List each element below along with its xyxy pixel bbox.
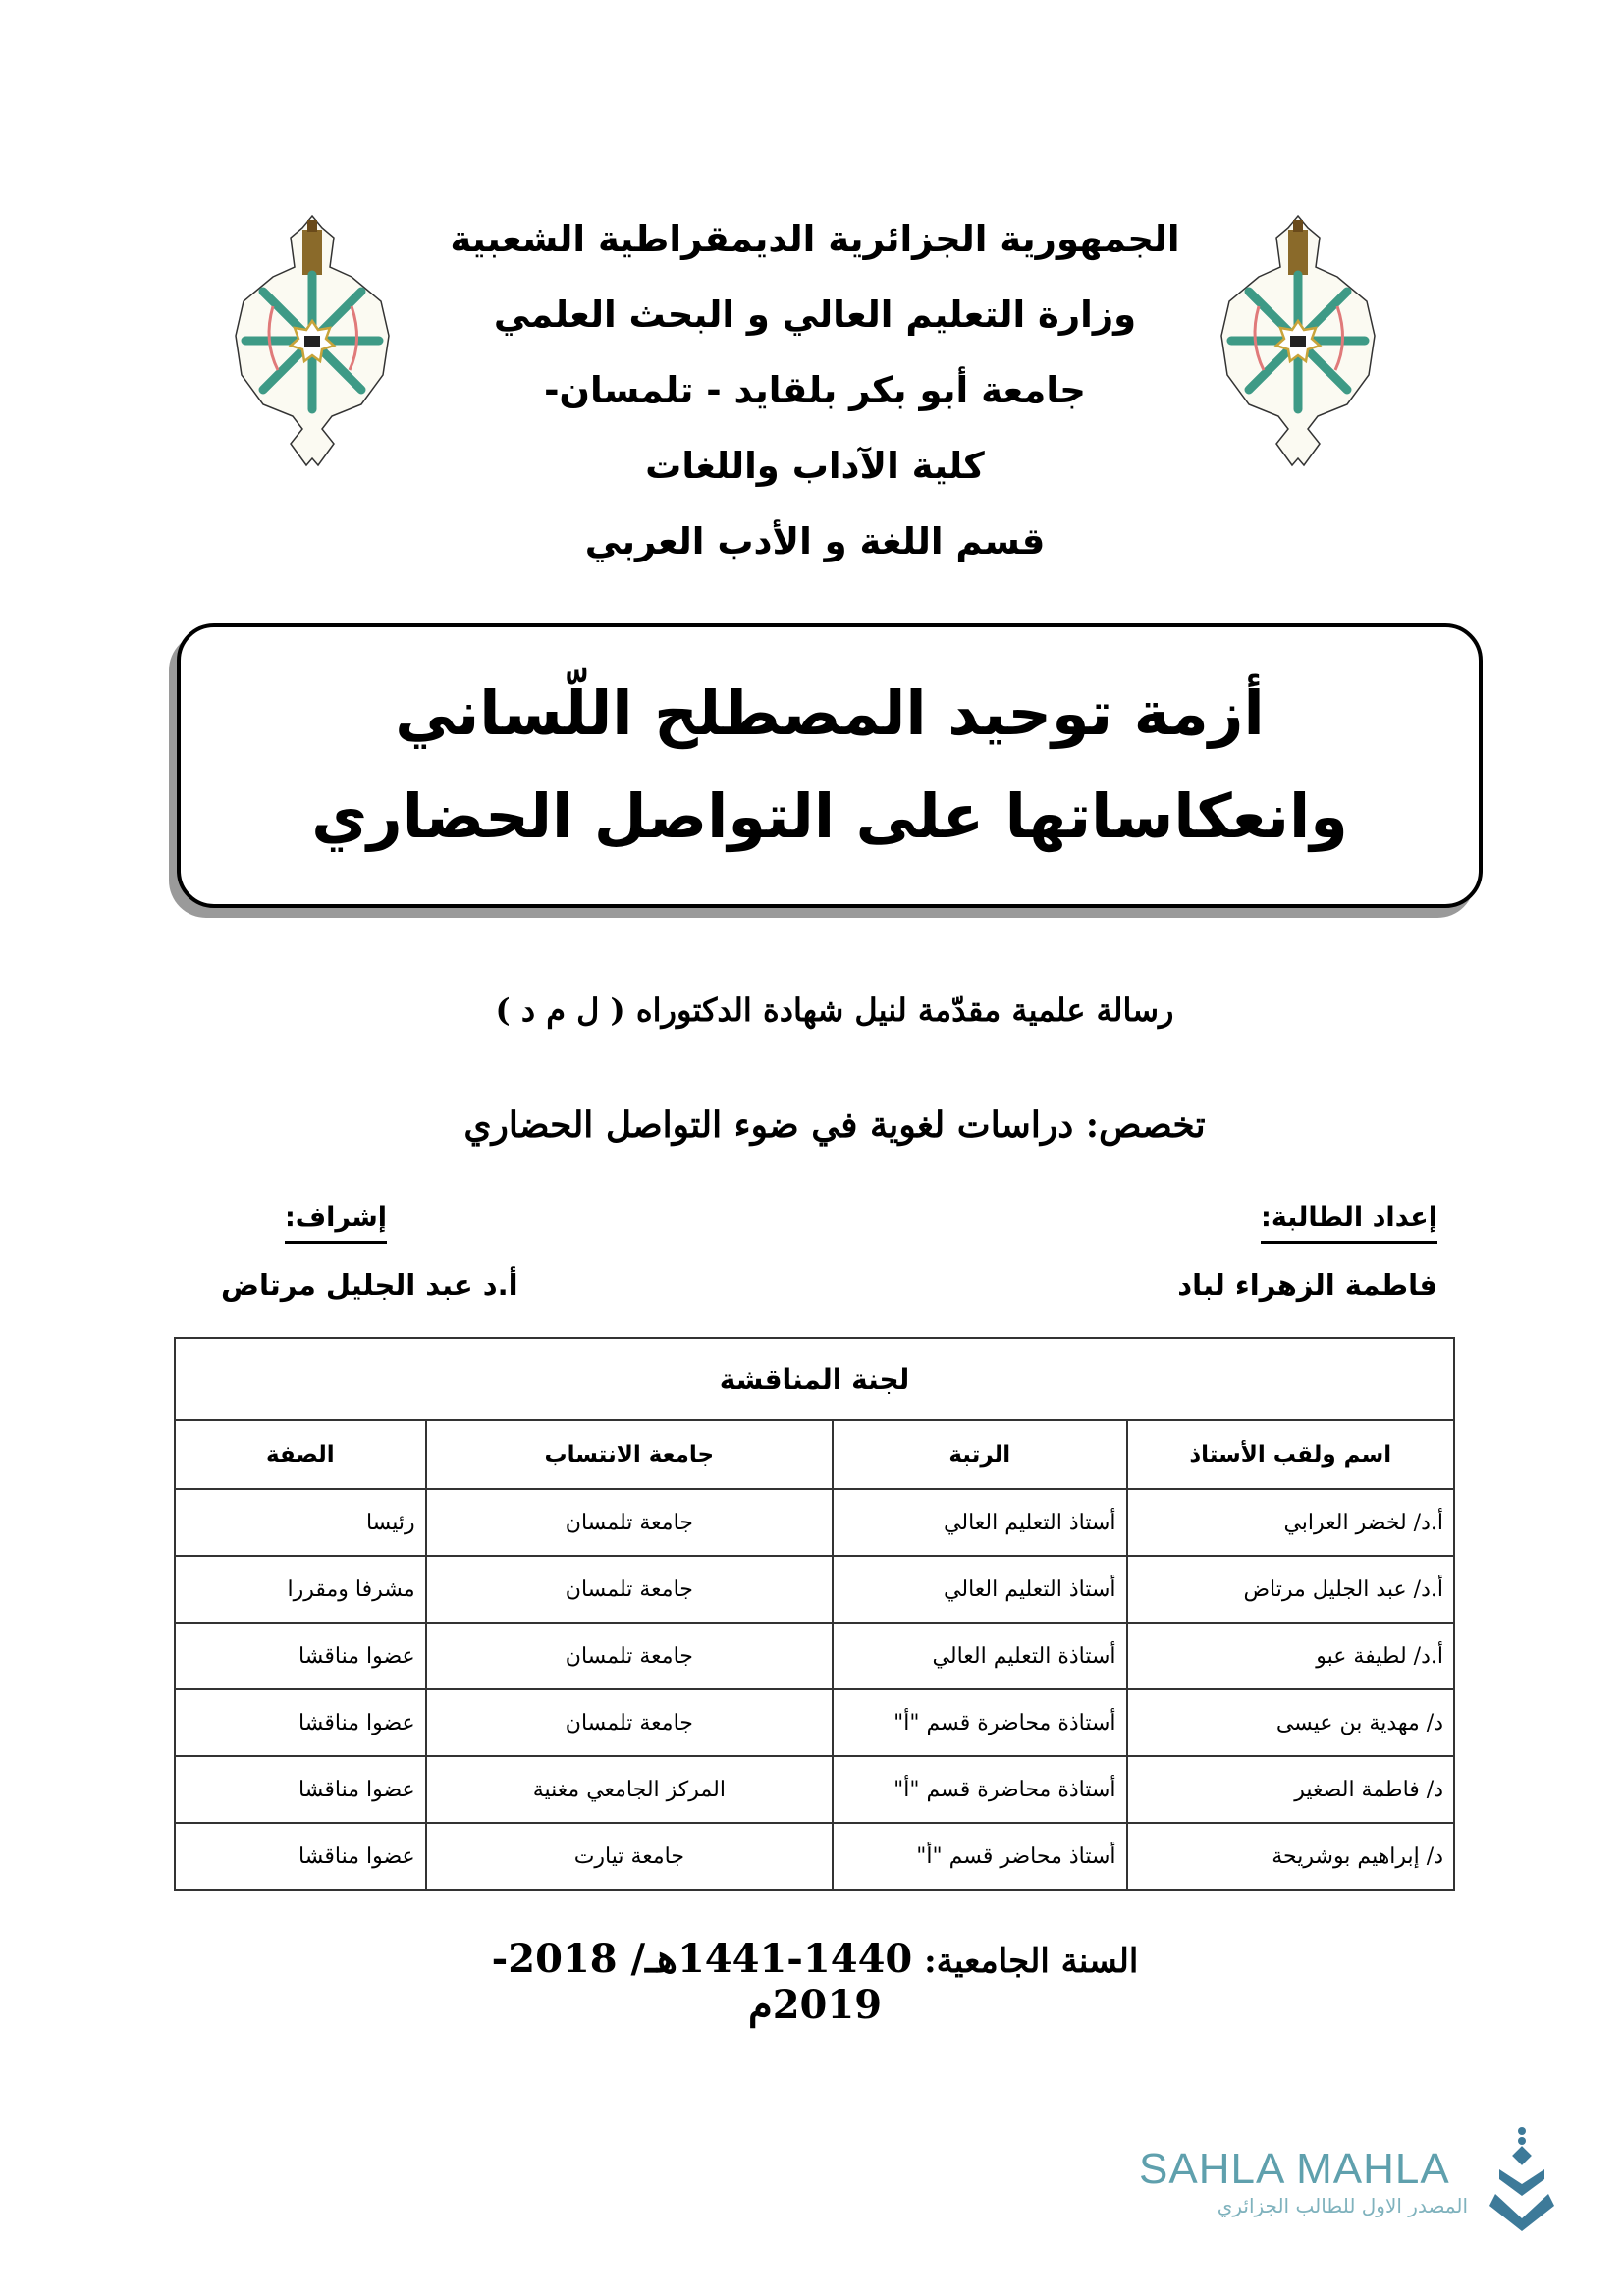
academic-year-label: السنة الجامعية:	[924, 1942, 1139, 1981]
watermark-tagline: المصدر الاول للطالب الجزائري	[1217, 2194, 1468, 2217]
country-name: الجمهورية الجزائرية الديمقراطية الشعبية	[450, 218, 1180, 260]
committee-caption-row	[175, 1338, 1454, 1420]
member-rank: أستاذ التعليم العالي	[833, 1489, 1127, 1556]
member-rank: أستاذة محاضرة قسم "أ"	[833, 1689, 1127, 1756]
department-name: قسم اللغة و الأدب العربي	[584, 520, 1046, 562]
emblem-icon	[224, 208, 401, 473]
member-rank: أستاذ محاضر قسم "أ"	[833, 1823, 1127, 1890]
supervisor-label: إشراف:	[285, 1202, 387, 1244]
degree-statement: رسالة علمية مقدّمة لنيل شهادة الدكتوراه ( ل م د )	[495, 991, 1174, 1029]
member-role: عضوا مناقشا	[175, 1623, 426, 1689]
academic-year	[432, 1936, 1198, 2028]
member-name: أ.د/ لطيفة عبو	[1127, 1623, 1454, 1689]
member-role: عضوا مناقشا	[175, 1823, 426, 1890]
sahla-mahla-watermark	[1139, 2125, 1551, 2233]
member-rank: أستاذة محاضرة قسم "أ"	[833, 1756, 1127, 1823]
member-university: جامعة تيارت	[426, 1823, 833, 1890]
student-name: فاطمة الزهراء لباد	[1177, 1268, 1437, 1302]
emblem-icon	[1210, 208, 1386, 473]
committee-caption: لجنة المناقشة	[175, 1338, 1454, 1420]
table-row	[175, 1756, 1454, 1823]
university-emblem-left	[224, 208, 401, 473]
member-university: جامعة تلمسان	[426, 1689, 833, 1756]
member-name: أ.د/ عبد الجليل مرتاض	[1127, 1556, 1454, 1623]
sahla-mahla-logo-icon	[1488, 2125, 1556, 2233]
member-rank: أستاذ التعليم العالي	[833, 1556, 1127, 1623]
table-header-row	[175, 1420, 1454, 1489]
member-name: أ.د/ لخضر العرابي	[1127, 1489, 1454, 1556]
specialty-statement: تخصص: دراسات لغوية في ضوء التواصل الحضاري	[463, 1104, 1206, 1146]
student-label: إعداد الطالبة:	[1261, 1202, 1437, 1244]
table-row	[175, 1623, 1454, 1689]
faculty-name: كلية الآداب واللغات	[645, 445, 985, 487]
member-name: د/ إبراهيم بوشريحة	[1127, 1823, 1454, 1890]
institution-header	[412, 201, 1218, 579]
member-rank: أستاذة التعليم العالي	[833, 1623, 1127, 1689]
ministry-name: وزارة التعليم العالي و البحث العلمي	[493, 294, 1137, 336]
table-row	[175, 1689, 1454, 1756]
member-role: رئيسا	[175, 1489, 426, 1556]
table-row	[175, 1823, 1454, 1890]
thesis-title-box	[177, 623, 1483, 908]
thesis-title-line-1: أزمة توحيد المصطلح اللّساني	[395, 677, 1265, 749]
committee-table	[174, 1337, 1455, 1891]
table-row	[175, 1556, 1454, 1623]
member-name: د/ فاطمة الصغير	[1127, 1756, 1454, 1823]
column-header-name: اسم ولقب الأستاذ	[1127, 1420, 1454, 1489]
column-header-rank: الرتبة	[833, 1420, 1127, 1489]
member-university: جامعة تلمسان	[426, 1623, 833, 1689]
member-role: عضوا مناقشا	[175, 1689, 426, 1756]
member-university: المركز الجامعي مغنية	[426, 1756, 833, 1823]
supervisor-name: أ.د عبد الجليل مرتاض	[221, 1268, 518, 1302]
academic-year-value: 1440-1441هـ/ 2018-2019م	[491, 1936, 913, 2028]
university-emblem-right	[1210, 208, 1386, 473]
member-university: جامعة تلمسان	[426, 1556, 833, 1623]
member-role: مشرفا ومقررا	[175, 1556, 426, 1623]
member-university: جامعة تلمسان	[426, 1489, 833, 1556]
column-header-role: الصفة	[175, 1420, 426, 1489]
thesis-title-line-2: وانعكاساتها على التواصل الحضاري	[311, 780, 1348, 852]
university-name: جامعة أبو بكر بلقايد - تلمسان-	[544, 369, 1086, 411]
member-name: د/ مهدية بن عيسى	[1127, 1689, 1454, 1756]
member-role: عضوا مناقشا	[175, 1756, 426, 1823]
table-row	[175, 1489, 1454, 1556]
watermark-brand: SAHLA MAHLA	[1139, 2145, 1450, 2193]
column-header-university: جامعة الانتساب	[426, 1420, 833, 1489]
